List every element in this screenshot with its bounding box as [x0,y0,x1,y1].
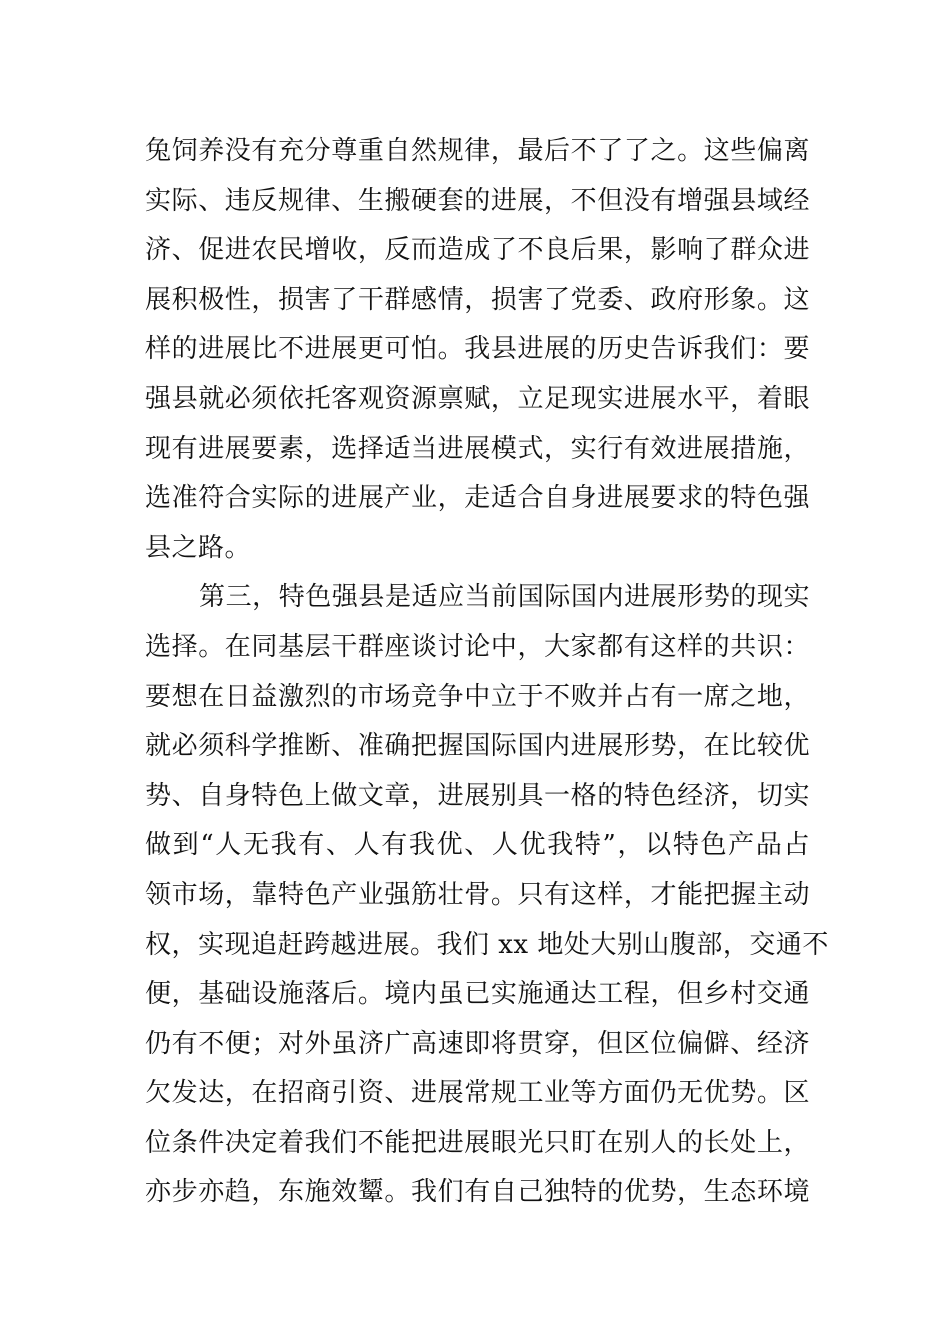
text-line: 现有进展要素，选择适当进展模式，实行有效进展措施， [145,433,810,464]
text-line: 做到“人无我有、人有我优、人优我特”，以特色产品占 [145,830,810,861]
text-line: 选择。在同基层干群座谈讨论中，大家都有这样的共识： [145,631,810,662]
text-line: 领市场，靠特色产业强筋壮骨。只有这样，才能把握主动 [145,879,810,910]
text-line: 展积极性，损害了干群感情，损害了党委、政府形象。这 [145,284,810,315]
text-line-paragraph-start: 第三，特色强县是适应当前国际国内进展形势的现实 [199,582,810,613]
text-line: 样的进展比不进展更可怕。我县进展的历史告诉我们：要 [145,334,810,365]
text-line: 兔饲养没有充分尊重自然规律，最后不了了之。这些偏离 [145,136,810,166]
text-line: 要想在日益激烈的市场竞争中立于不败并占有一席之地， [145,681,810,712]
text-line: 欠发达，在招商引资、进展常规工业等方面仍无优势。区 [145,1078,810,1109]
text-line: 权，实现追赶跨越进展。我们 xx 地处大别山腹部，交通不 [145,929,829,960]
text-line: 势、自身特色上做文章，进展别具一格的特色经济，切实 [145,780,810,811]
text-line: 就必须科学推断、准确把握国际国内进展形势，在比较优 [145,731,810,762]
text-line: 便，基础设施落后。境内虽已实施通达工程，但乡村交通 [145,979,810,1010]
text-line: 仍有不便；对外虽济广高速即将贯穿，但区位偏僻、经济 [145,1028,810,1059]
text-line: 亦步亦趋，东施效颦。我们有自己独特的优势，生态环境 [145,1177,810,1208]
text-line: 济、促进农民增收，反而造成了不良后果，影响了群众进 [145,235,810,266]
text-line-paragraph-end: 县之路。 [145,532,252,563]
text-line: 实际、违反规律、生搬硬套的进展，不但没有增强县域经 [145,185,810,216]
text-line: 选准符合实际的进展产业，走适合自身进展要求的特色强 [145,483,810,514]
body-text [145,127,829,1218]
text-line: 位条件决定着我们不能把进展眼光只盯在别人的长处上， [145,1127,810,1158]
text-line: 强县就必须依托客观资源禀赋，立足现实进展水平，着眼 [145,383,810,414]
